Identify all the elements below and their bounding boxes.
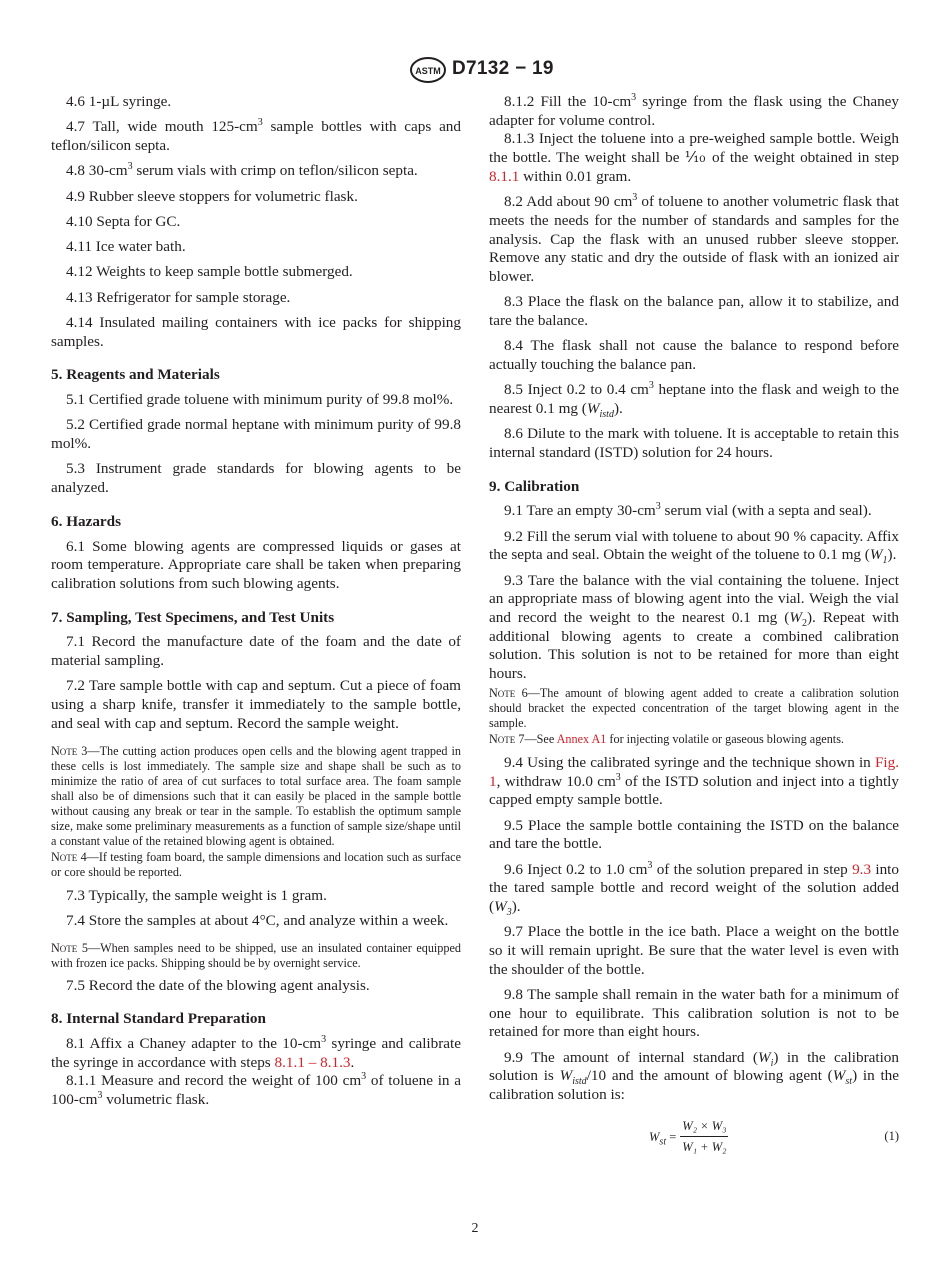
page-number: 2 — [471, 1221, 479, 1236]
section-4-14: 4.14 Insulated mailing containers with ice packs for shipping samples. — [51, 314, 461, 350]
section-8-1-3: 8.1.3 Inject the toluene into a pre-weighed sample bottle. Weigh the bottle. The weight shall be ⅒ of the weight obtained in step 8.1.1 within 0.01 gram. — [489, 130, 899, 185]
astm-logo-icon — [408, 56, 448, 84]
equation-fraction — [680, 1117, 728, 1157]
note-4: Note 4—If testing foam board, the sample dimensions and location such as surface or core should be reported. — [51, 849, 461, 879]
section-4-13: 4.13 Refrigerator for sample storage. — [66, 288, 291, 306]
note-3: Note 3—The cutting action produces open cells and the blowing agent trapped in these cells is lost immediately. The sample size and shape shall be such as to minimize the ratio of area of cut surfaces to total surface area. The foam sample shall also be of dimensions such that it can easily be placed in the sample bottle without causing any break or tear in the sample. To establish the optimum sample size, make some preliminary measurements as a function of sample size/shape until a constant value of the retained blowing agent is obtained. — [51, 743, 461, 848]
equation-numerator: W₂ × W₃ — [680, 1117, 728, 1138]
page-header — [0, 56, 950, 84]
section-8-3: 8.3 Place the flask on the balance pan, allow it to stabilize, and tare the balance. — [489, 293, 899, 329]
heading-sampling: 7. Sampling, Test Specimens, and Test Units — [51, 608, 335, 626]
section-4-11: 4.11 Ice water bath. — [66, 238, 186, 256]
section-6-1: 6.1 Some blowing agents are compressed liquids or gases at room temperature. Appropriate care shall be taken when preparing calibration solutions from such blowing agents. — [51, 537, 461, 592]
section-4-8: 4.8 $30-cm^3$ serum vials with crimp on teflon/silicon septa. — [66, 161, 418, 180]
left-column — [51, 93, 461, 1116]
section-8-4: 8.4 The flask shall not cause the balance to respond before actually touching the balance pan. — [489, 337, 899, 373]
note-5: Note 5—When samples need to be shipped, use an insulated container equipped with frozen ice packs. Shipping should be by overnight service. — [51, 940, 461, 970]
section-4-6: 4.6 1-µL syringe. — [66, 93, 172, 110]
section-8-1: 8.1 Affix a Chaney adapter to the $10-cm^3$ syringe and calibrate the syringe in accordance with steps 8.1.1 – 8.1.3. — [51, 1033, 461, 1071]
link-9-3[interactable]: 9.3 — [852, 860, 872, 878]
section-5-2: 5.2 Certified grade normal heptane with minimum purity of 99.8 mol%. — [51, 416, 461, 453]
section-4-12: 4.12 Weights to keep sample bottle submerged. — [66, 263, 353, 281]
section-8-6: 8.6 Dilute to the mark with toluene. It is acceptable to retain this internal standard (ISTD) solution for 24 hours. — [489, 425, 899, 461]
section-8-2: 8.2 Add about 90 $cm^3$ of toluene to another volumetric flask that meets the needs for the number of standards and samples for the analysis. Cap the flask with an unused rubber sleeve stopper. Remove any static and dry the outside of flask with an ionized air blower. — [489, 192, 899, 285]
section-5-3: 5.3 Instrument grade standards for blowing agents to be analyzed. — [51, 460, 461, 497]
note-7: Note 7—See Annex A1 for injecting volatile or gaseous blowing agents. — [489, 731, 844, 746]
section-7-1: 7.1 Record the manufacture date of the foam and the date of material sampling. — [51, 633, 461, 670]
section-7-4: 7.4 Store the samples at about 4°C, and analyze within a week. — [66, 911, 449, 929]
section-9-5: 9.5 Place the sample bottle containing the ISTD on the balance and tare the bottle. — [489, 816, 899, 853]
section-9-1: 9.1 Tare an empty $30-cm^3$ serum vial (with a septa and seal). — [504, 501, 872, 520]
section-9-9: 9.9 The amount of internal standard $(W_i)$ in the calibration solution is $W_{istd}/10$ and the amount of blowing agent $(W_{st})$ in the calibration solution is: — [489, 1048, 899, 1104]
section-9-8: 9.8 The sample shall remain in the water bath for a minimum of one hour to equilibrate. This calibration solution is not to be retained for more than eight hours. — [489, 985, 899, 1041]
equation-number: (1) — [884, 1128, 899, 1143]
section-8-5: 8.5 Inject 0.2 to 0.4 $cm^3$ heptane into the flask and weigh to the nearest 0.1 mg $(W_{istd})$. — [489, 380, 899, 420]
equation-lhs: $W_{st}$ = — [649, 1129, 677, 1148]
equation-1 — [489, 1115, 899, 1159]
section-7-5: 7.5 Record the date of the blowing agent analysis. — [66, 976, 370, 994]
section-9-4: 9.4 Using the calibrated syringe and the technique shown in Fig. 1, withdraw 10.0 $cm^3$ of the ISTD solution and inject into a tightly capped empty sample bottle. — [489, 753, 899, 809]
heading-reagents: 5. Reagents and Materials — [51, 366, 220, 384]
equation-denominator: W₁ + W₂ — [682, 1140, 727, 1155]
section-7-3: 7.3 Typically, the sample weight is 1 gram. — [66, 886, 327, 904]
section-9-7: 9.7 Place the bottle in the ice bath. Place a weight on the bottle so it will remain upright. Be sure that the water level is even with the shoulder of the bottle. — [489, 923, 899, 978]
note-6: Note 6—The amount of blowing agent added to create a calibration solution should bracket the expected concentration of the target blowing agent in the sample. — [489, 685, 899, 730]
section-8-1-1: 8.1.1 Measure and record the weight of 100 $cm^3$ of toluene in a $100-cm^3$ volumetric flask. — [51, 1071, 461, 1109]
section-4-10: 4.10 Septa for GC. — [66, 212, 181, 230]
logo-text: ASTM — [415, 66, 441, 76]
section-4-7: 4.7 Tall, wide mouth $125-cm^3$ sample bottles with caps and teflon/silicon septa. — [51, 117, 461, 154]
section-5-1: 5.1 Certified grade toluene with minimum purity of 99.8 mol%. — [66, 391, 454, 409]
standard-designation: D7132 − 19 — [452, 58, 554, 79]
link-8-1-1-to-8-1-3[interactable]: 8.1.1 – 8.1.3 — [274, 1053, 351, 1071]
link-annex-a1[interactable]: Annex A1 — [556, 731, 607, 746]
heading-hazards: 6. Hazards — [51, 512, 122, 530]
section-9-6: 9.6 Inject 0.2 to 1.0 $cm^3$ of the solution prepared in step 9.3 into the tared sample bottle and record weight of the solution added $(W_3)$. — [489, 859, 899, 918]
link-fig-1[interactable]: Fig. 1 — [489, 753, 899, 790]
section-9-3: 9.3 Tare the balance with the vial containing the toluene. Inject an appropriate mass of blowing agent into the vial. Weigh the vial and record the weight to the nearest 0.1 mg $(W_2)$. Repeat with additional blowing agents to create a combined calibration solution. This solution is not to be retained for more than eight hours. — [489, 571, 899, 683]
section-7-2: 7.2 Tare sample bottle with cap and septum. Cut a piece of foam using a sharp knife, transfer it immediately to the sample bottle, and seal with cap and septum. Record the sample weight. — [51, 677, 461, 732]
section-8-1-2: 8.1.2 Fill the $10-cm^3$ syringe from the flask using the Chaney adapter for volume control. — [489, 91, 899, 129]
heading-internal-standard: 8. Internal Standard Preparation — [51, 1010, 266, 1028]
section-4-9: 4.9 Rubber sleeve stoppers for volumetric flask. — [66, 187, 358, 205]
right-column — [489, 93, 899, 1159]
section-9-2: 9.2 Fill the serum vial with toluene to about 90 % capacity. Affix the septa and seal. Obtain the weight of the toluene to 0.1 mg $(W_1)$. — [489, 527, 899, 567]
link-8-1-1[interactable]: 8.1.1 — [489, 167, 520, 185]
heading-calibration: 9. Calibration — [489, 477, 580, 495]
